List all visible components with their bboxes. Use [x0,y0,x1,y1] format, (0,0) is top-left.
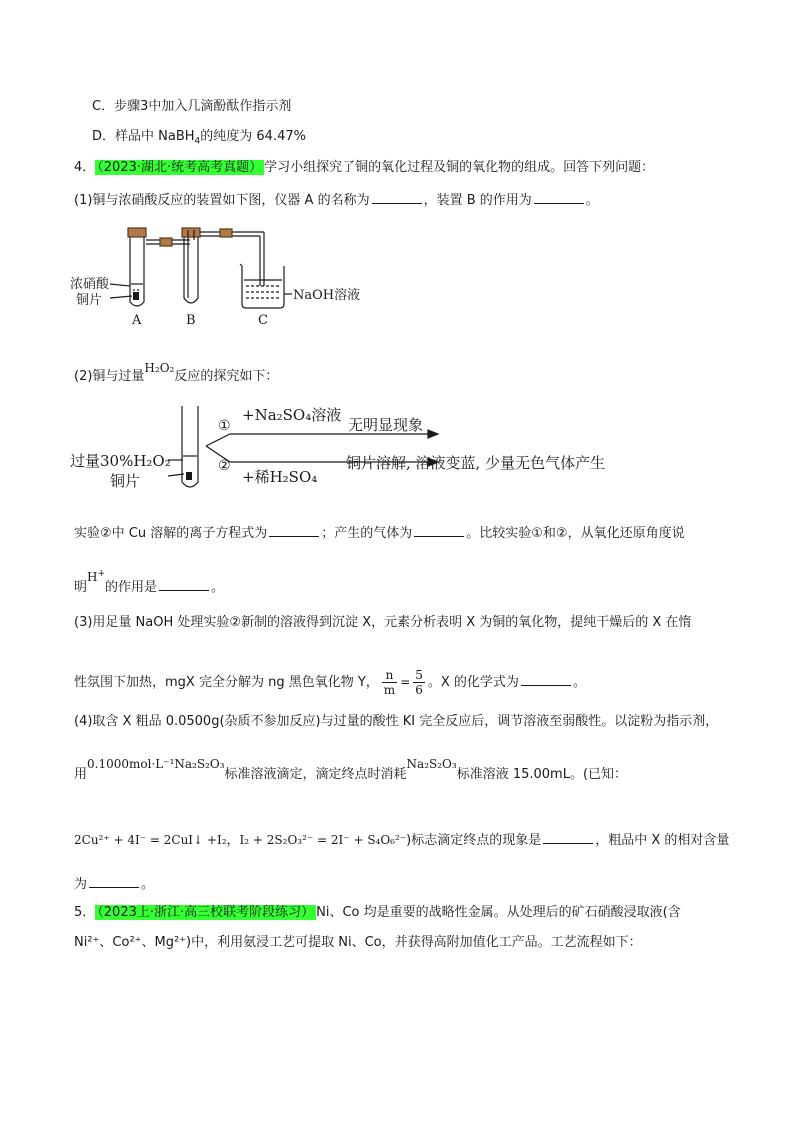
label-b: B [186,313,196,328]
q4-part2: (2)铜与过量H₂O₂反应的探究如下： [74,361,279,384]
label-result-no-change: 无明显现象 [348,416,424,434]
label-excess-h2o2: 过量30%H₂O₂ [70,452,171,470]
label-result-dissolves: 铜片溶解, 溶液变蓝, 少量无色气体产生 [346,454,606,472]
q4-part4-line2: 用0.1000mol·L⁻¹Na₂S₂O₃标准溶液滴定，滴定终点时消耗Na₂S₂O₃标准溶液 15.00mL。(已知： [74,757,628,782]
answer-blank[interactable] [543,829,593,844]
option-d: D．样品中 NaBH$_4$的纯度为 64.47% [92,129,306,147]
apparatus-figure [70,218,370,330]
answer-blank[interactable] [89,873,139,888]
q4-part3-line1: (3)用足量 NaOH 处理实验②新制的溶液得到沉淀 X，元素分析表明 X 为铜的氧化物，提纯干燥后的 X 在惰 [74,615,692,630]
q4-part3-line2: 性氛围下加热，mgX 完全分解为 ng 黑色氧化物 Y， $\frac{n}{m}$ = $\frac{5}{6}$ 。X 的化学式为 。 [74,668,586,697]
answer-blank[interactable] [269,522,319,537]
q4-part4-line1: (4)取含 X 粗品 0.0500g(杂质不参加反应)与过量的酸性 KI 完全反应后，调节溶液至弱酸性。以淀粉为指示剂， [74,714,719,729]
experiment-figure [70,400,650,500]
label-c: C [258,313,268,328]
q4-part1: (1)铜与浓硝酸反应的装置如下图，仪器 A 的名称为 ，装置 B 的作用为 。 [74,189,599,211]
option-c: C．步骤3中加入几滴酚酞作指示剂 [92,99,292,114]
label-naoh-solution: NaOH溶液 [293,288,361,303]
label-reagent-h2so4: +稀H₂SO₄ [242,468,318,486]
label-copper-sheet-2: 铜片 [110,472,141,490]
label-copper-sheet: 铜片 [76,293,103,308]
q5-header: 5． （2023上·浙江·高三校联考阶段练习） Ni、Co 均是重要的战略性金属。从处理后的矿石硝酸浸取液(含 [74,905,681,920]
label-circle-2: ② [218,458,231,474]
fraction-n-over-m: $\frac{n}{m}$ [383,668,396,697]
answer-blank[interactable] [159,576,209,591]
answer-blank[interactable] [372,189,422,204]
answer-blank[interactable] [414,522,464,537]
q4-source-tag: （2023·湖北·统考高考真题） [97,160,263,175]
q4-header: 4． （2023·湖北·统考高考真题） 学习小组探究了铜的氧化过程及铜的氧化物的组成。回答下列问题： [74,160,655,175]
answer-blank[interactable] [534,189,584,204]
answer-blank[interactable] [521,671,571,686]
q4-part2-line2: 明H+的作用是 。 [74,569,225,595]
label-concentrated-nitric-acid: 浓硝酸 [70,277,110,292]
q5-source-tag: （2023上·浙江·高三校联考阶段练习） [97,905,315,920]
q4-part4-line3: 2Cu²⁺ + 4I⁻ = 2CuI↓ +I₂，I₂ + 2S₂O₃²⁻ = 2I⁻ + S₄O₆²⁻)标志滴定终点的现象是 ，粗品中 X 的相对含量 [74,829,729,851]
q5-stem-line2: Ni²⁺、Co²⁺、Mg²⁺)中，利用氨浸工艺可提取 Ni、Co，并获得高附加值化工产品。工艺流程如下： [74,935,642,950]
q4-part2-line1: 实验②中 Cu 溶解的离子方程式为 ；产生的气体为 。比较实验①和②，从氧化还原角度说 [74,522,685,544]
q4-part4-line4: 为 。 [74,873,154,895]
label-circle-1: ① [218,418,231,434]
label-a: A [132,313,142,328]
fraction-5-over-6: $\frac{5}{6}$ [415,668,423,697]
label-reagent-na2so4: +Na₂SO₄溶液 [242,406,342,424]
